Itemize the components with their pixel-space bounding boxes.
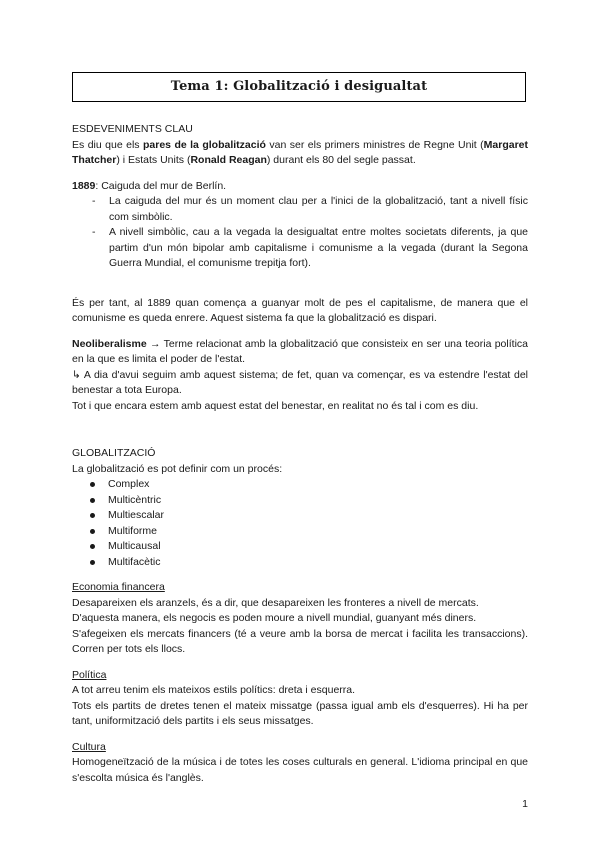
- globalization-intro: La globalització es pot definir com un procés:: [72, 462, 283, 475]
- list-item: - La caiguda del mur és un moment clau per a l'inici de la globalització, tant a nivell físic com simbòlic.: [92, 194, 528, 225]
- list-item: Multicèntric: [90, 493, 528, 509]
- subheading-politics: Política: [72, 668, 107, 681]
- subheading-finance: Economia financera: [72, 581, 165, 593]
- list-item: Multifacètic: [90, 555, 528, 571]
- list-item: - A nivell simbòlic, cau a la vegada la desigualtat entre moltes societats diferents, ja que partim d'un món bipolar amb capitalisme i comunisme a la vegada (durant la Segona Guerra Mundial, el comunisme trepitja fort).: [92, 225, 528, 272]
- neoliberalism-definition: Neoliberalisme → Terme relacionat amb la globalització que consisteix en ser una teoria política en la que es limita el poder de l'estat.: [72, 337, 528, 365]
- neoliberalism-note: ↳ A dia d'avui seguim amb aquest sistema; de fet, quan va començar, es va estendre l'estat del benestar a tota Europa.: [72, 368, 528, 396]
- politics-line: A tot arreu tenim els mateixos estils polítics: dreta i esquerra.: [72, 684, 356, 696]
- globalization-list: [72, 477, 528, 570]
- finance-line: Desapareixen els aranzels, és a dir, que desapareixen les fronteres a nivell de mercats.: [72, 596, 479, 609]
- section-heading-events: ESDEVENIMENTS CLAU: [72, 123, 193, 135]
- page-number: 1: [522, 798, 528, 810]
- finance-line: S'afegeixen els mercats financers (té a veure amb la borsa de mercat i facilita les transaccions). Corren per tots els llocs.: [72, 627, 528, 655]
- finance-line: D'aquesta manera, els negocis es poden moure a nivell mundial, guanyant més diners.: [72, 612, 477, 624]
- berlin-list: [72, 194, 528, 272]
- list-item: Multicausal: [90, 539, 528, 555]
- section-heading-globalization: GLOBALITZACIÓ: [72, 447, 156, 459]
- berlin-line: 1889: Caiguda del mur de Berlín.: [72, 179, 227, 192]
- subheading-culture: Cultura: [72, 740, 106, 753]
- culture-line: Homogeneïtzació de la música i de totes les coses culturals en general. L'idioma principal en que s'escolta música és l'anglès.: [72, 756, 528, 784]
- list-item: Complex: [90, 477, 528, 493]
- document-content: [72, 122, 528, 786]
- neoliberalism-note-2: Tot i que encara estem amb aquest estat del benestar, en realitat no és tal i com es diu.: [72, 399, 479, 412]
- title-box: [72, 72, 526, 102]
- list-item: Multiescalar: [90, 508, 528, 524]
- politics-line: Tots els partits de dretes tenen el mateix missatge (passa igual amb els d'esquerres). Hi ha per tant, uniformització dels partits i els seus missatges.: [72, 699, 528, 727]
- events-intro: Es diu que els pares de la globalització van ser els primers ministres de Regne Unit (Margaret Thatcher) i Estats Units (Ronald Reagan) durant els 80 del segle passat.: [72, 138, 528, 166]
- list-item: Multiforme: [90, 524, 528, 540]
- page-title: Tema 1: Globalització i desigualtat: [170, 79, 428, 95]
- document-page: [72, 0, 528, 848]
- capitalism-paragraph: És per tant, al 1889 quan comença a guanyar molt de pes el capitalisme, de manera que el comunisme es queda enrere. Aquest sistema fa que la globalització es dispari.: [72, 296, 528, 324]
